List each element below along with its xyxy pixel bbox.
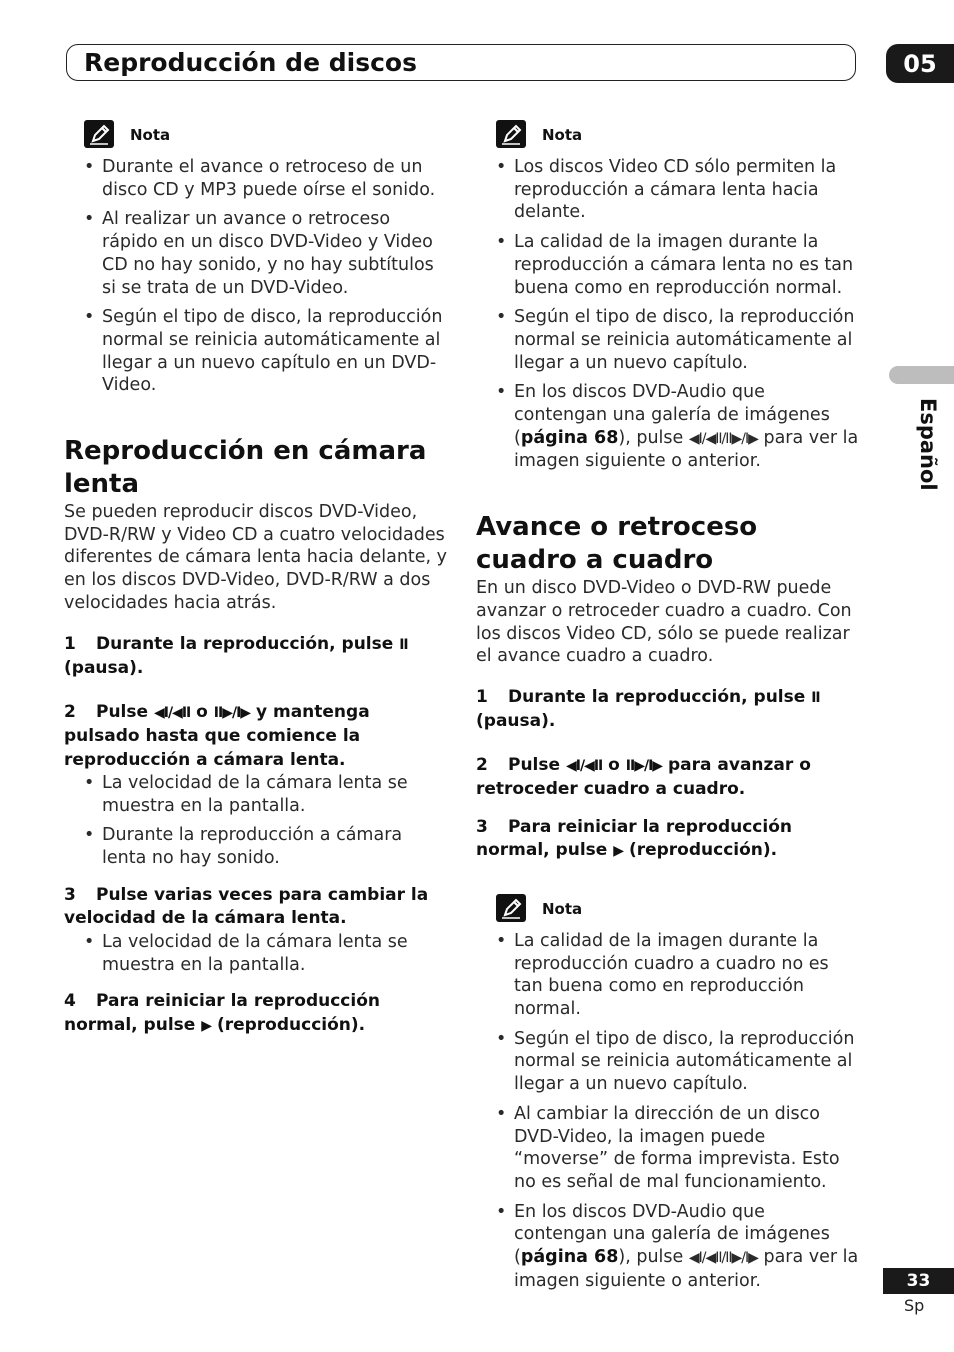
step-1: 1 Durante la reproducción, pulse II (pausa). [64, 633, 408, 679]
skip-step-icons: ◀I/◀II/II▶/I▶ [688, 430, 758, 447]
list-item: • Según el tipo de disco, la reproducción normal se reinicia automáticamente al llegar a un nuevo capítulo. [514, 1028, 861, 1096]
note-list [64, 156, 449, 397]
section-intro: En un disco DVD-Video o DVD-RW puede avanzar o retroceder cuadro a cuadro. Con los discos Video CD, sólo se puede realizar el avance cuadro a cuadro. [476, 578, 852, 667]
language-label: Español [916, 398, 940, 491]
section-title-slow-motion: Reproducción en cámara lenta [64, 436, 427, 500]
step-number: 2 [64, 701, 76, 722]
right-column [476, 120, 861, 1300]
list-item: • La velocidad de la cámara lenta se muestra en la pantalla. [102, 772, 449, 817]
step-3: 3 Para reiniciar la reproducción normal, pulse ▶ (reproducción). [476, 816, 792, 861]
play-icon: ▶ [201, 1017, 212, 1034]
list-item: • La velocidad de la cámara lenta se muestra en la pantalla. [102, 931, 449, 976]
section-title-frame-advance: Avance o retroceso cuadro a cuadro [476, 512, 758, 576]
step-1: 1 Durante la reproducción, pulse II (pausa). [476, 686, 820, 732]
step-4: 4 Para reiniciar la reproducción normal, pulse ▶ (reproducción). [64, 991, 380, 1035]
left-column [64, 120, 449, 1038]
list-item: • Durante el avance o retroceso de un disco CD y MP3 puede oírse el sonido. [102, 156, 449, 201]
skip-step-icons: ◀I/◀II/II▶/I▶ [688, 1250, 758, 1267]
chapter-number: 05 [903, 49, 937, 78]
note-label: Nota [542, 126, 583, 144]
list-item: • En los discos DVD-Audio que contengan una galería de imágenes (página 68), pulse ◀I/◀II/II▶/I▶ para ver la imagen siguiente o anterior. [514, 1201, 861, 1293]
note-pencil-icon [84, 120, 114, 148]
list-item: • Según el tipo de disco, la reproducción normal se reinicia automáticamente al llegar a un nuevo capítulo en un DVD-Video. [102, 306, 449, 397]
list-item: • La calidad de la imagen durante la reproducción a cámara lenta no es tan buena como en reproducción normal. [514, 231, 861, 299]
list-item: • Al cambiar la dirección de un disco DVD-Video, la imagen puede “moverse” de forma imprevista. Esto no es señal de mal funcionamiento. [514, 1103, 861, 1194]
step-forward-icon: II▶/I▶ [625, 757, 663, 774]
step-3-list [64, 931, 449, 976]
note-header [476, 120, 861, 150]
note-pencil-icon [496, 120, 526, 148]
list-item: • Durante la reproducción a cámara lenta no hay sonido. [102, 824, 449, 869]
page-number-badge [883, 1268, 954, 1294]
page-header-title: Reproducción de discos [84, 48, 417, 77]
list-item: • Al realizar un avance o retroceso rápido en un disco DVD-Video y Video CD no hay sonido, y no hay subtítulos si se trata de un DVD-Video. [102, 208, 449, 299]
note-label: Nota [130, 126, 171, 144]
language-tab [889, 366, 954, 384]
step-2: 2 Pulse ◀I/◀II o II▶/I▶ para avanzar o retroceder cuadro a cuadro. [476, 754, 811, 800]
chapter-number-badge [886, 44, 954, 83]
list-item: • En los discos DVD-Audio que contengan una galería de imágenes (página 68), pulse ◀I/◀II/II▶/I▶ para ver la imagen siguiente o anterior. [514, 381, 861, 473]
page-reference: página 68 [520, 1247, 619, 1268]
step-number: 1 [64, 633, 76, 654]
note-list [476, 156, 861, 473]
note-list [476, 930, 861, 1293]
pause-icon: II [399, 636, 408, 653]
page-number: 33 [906, 1271, 931, 1291]
pause-icon: II [811, 689, 820, 706]
step-number: 4 [64, 991, 76, 1012]
list-item: • Los discos Video CD sólo permiten la reproducción a cámara lenta hacia delante. [514, 156, 861, 224]
step-2: 2 Pulse ◀I/◀II o II▶/I▶ y mantenga pulsado hasta que comience la reproducción a cámara lenta. [64, 701, 370, 770]
list-item: • Según el tipo de disco, la reproducción normal se reinicia automáticamente al llegar a un nuevo capítulo. [514, 306, 861, 374]
step-3: 3 Pulse varias veces para cambiar la velocidad de la cámara lenta. [64, 884, 429, 929]
page-reference: página 68 [520, 427, 619, 448]
step-2-list [64, 772, 449, 870]
step-number: 3 [476, 816, 488, 837]
step-number: 3 [64, 884, 76, 905]
step-forward-icon: II▶/I▶ [213, 704, 251, 721]
note-label: Nota [542, 899, 583, 918]
section-intro: Se pueden reproducir discos DVD-Video, DVD-R/RW y Video CD a cuatro velocidades diferentes de cámara lenta hacia delante, y en los discos DVD-Video, DVD-R/RW a dos velocidades hacia atrás. [64, 502, 448, 613]
step-number: 1 [476, 686, 488, 707]
step-reverse-icon: ◀I/◀II [153, 704, 191, 721]
step-reverse-icon: ◀I/◀II [565, 757, 603, 774]
list-item: • La calidad de la imagen durante la reproducción cuadro a cuadro no es tan buena como en reproducción normal. [514, 930, 861, 1021]
step-number: 2 [476, 754, 488, 775]
note-pencil-icon [496, 894, 526, 922]
play-icon: ▶ [613, 843, 624, 860]
note-header [476, 894, 861, 924]
note-header [64, 120, 449, 150]
language-code: Sp [904, 1296, 925, 1315]
